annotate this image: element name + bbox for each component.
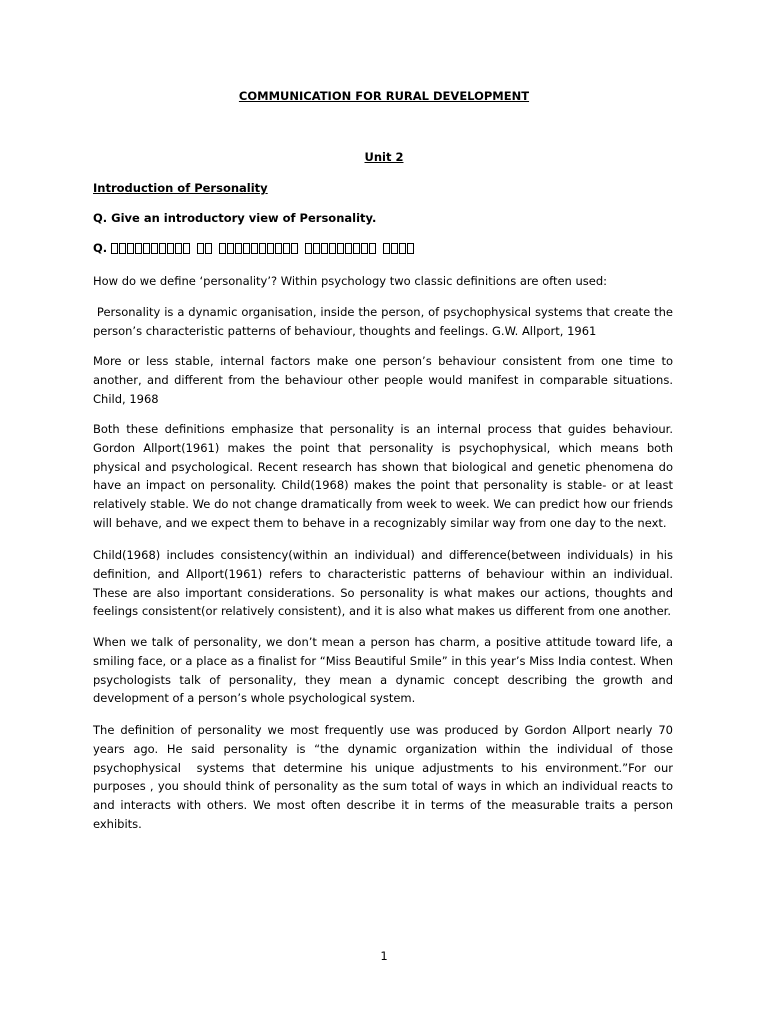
paragraph-child-definition: More or less stable, internal factors make one person’s behaviour consistent from one time to another, and different from the behaviour other people would manifest in comparable situations. Child, 1968 xyxy=(93,354,673,406)
section-heading: Introduction of Personality xyxy=(93,181,268,195)
paragraph-both-definitions: Both these definitions emphasize that personality is an internal process that guides behaviour. Gordon Allport(1961) makes the point that personality is psychophysical, which means both physical and psychological. Recent research has shown that biological and genetic phenomena do have an impact on personality. Child(1968) makes the point that personality is stable- or at least relatively stable. We do not change dramatically from week to week. We can predict how our friends will behave, and we expect them to behave in a recognizably similar way from one day to the next. xyxy=(93,422,673,530)
paragraph-intro: How do we define ‘personality’? Within psychology two classic definitions are often used: xyxy=(93,274,608,288)
unit-heading: Unit 2 xyxy=(364,150,404,164)
paragraph-consistency: Child(1968) includes consistency(within an individual) and difference(between individuals) in his definition, and Allport(1961) refers to characteristic patterns of behaviour within an individual. These are also important considerations. So personality is what makes our actions, thoughts and feelings consistent(or relatively consistent), and it is also what makes us different from one another. xyxy=(93,548,673,619)
paragraph-allport-definition: Personality is a dynamic organisation, inside the person, of psychophysical systems that create the person’s characteristic patterns of behaviour, thoughts and feelings. G.W. Allport, 1961 xyxy=(93,305,673,338)
paragraph-talk-of-personality: When we talk of personality, we don’t mean a person has charm, a positive attitude toward life, a smiling face, or a place as a finalist for “Miss Beautiful Smile” in this year’s Miss India contest. When psychologists talk of personality, they mean a dynamic concept describing the growth and development of a person’s whole psychological system. xyxy=(93,635,673,706)
question-1: Q. Give an introductory view of Personality. xyxy=(93,211,377,225)
question-2-prefix: Q. xyxy=(93,241,108,255)
document-title: COMMUNICATION FOR RURAL DEVELOPMENT xyxy=(238,89,530,103)
page-number: 1 xyxy=(380,949,388,963)
paragraph-allport-70-years: The definition of personality we most frequently use was produced by Gordon Allport nearly 70 years ago. He said personality is “the dynamic organization within the individual of those psychophysical systems that determine his unique adjustments to his environment.”For our purposes , you should think of personality as the sum total of ways in which an individual reacts to and interacts with others. We most often describe it in terms of the measurable traits a person exhibits. xyxy=(93,723,673,831)
unrendered-glyph-boxes xyxy=(111,243,420,254)
question-2 xyxy=(93,241,673,255)
